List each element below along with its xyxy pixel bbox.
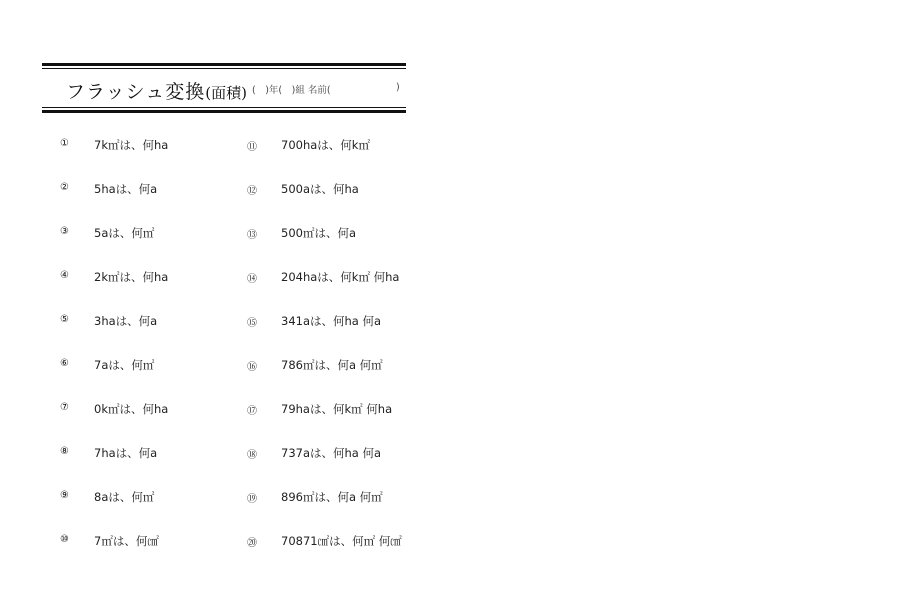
question-number: ⑲: [247, 494, 257, 505]
question-text: 7haは、何a: [94, 446, 158, 460]
title-sub: (面積): [205, 84, 247, 102]
question-number: ⑯: [247, 362, 257, 373]
question-text: 737aは、何ha 何a: [281, 446, 382, 460]
question-text: 7㎡は、何㎠: [94, 534, 159, 548]
question-text: 786㎡は、何a 何㎡: [281, 358, 383, 372]
question-text: 2k㎡は、何ha: [94, 270, 169, 284]
question-text: 500aは、何ha: [281, 182, 359, 196]
header-rule-top: [42, 63, 406, 66]
question-number: ⑬: [247, 230, 257, 241]
question-text: 79haは、何k㎡ 何ha: [281, 402, 393, 416]
question-number: ④: [60, 270, 69, 281]
question-text: 896㎡は、何a 何㎡: [281, 490, 383, 504]
question-text: 5aは、何㎡: [94, 226, 155, 240]
question-text: 7k㎡は、何ha: [94, 138, 169, 152]
question-number: ⑨: [60, 490, 69, 501]
question-text: 341aは、何ha 何a: [281, 314, 382, 328]
question-number: ⑩: [60, 534, 69, 545]
header-rule-bottom: [42, 110, 406, 113]
grade-class-name-label: ( )年( )組 名前(: [252, 85, 331, 96]
question-number: ①: [60, 138, 69, 149]
header-rule-bottom-thin: [42, 107, 406, 108]
question-text: 7aは、何㎡: [94, 358, 155, 372]
question-number: ⑳: [247, 538, 257, 549]
question-text: 3haは、何a: [94, 314, 158, 328]
student-info-fields: [252, 82, 400, 96]
question-number: ⑰: [247, 406, 257, 417]
title-main: フラッシュ変換: [66, 81, 206, 103]
question-number: ⑦: [60, 402, 69, 413]
question-number: ②: [60, 182, 69, 193]
question-number: ⑧: [60, 446, 69, 457]
question-number: ⑱: [247, 450, 257, 461]
question-number: ⑤: [60, 314, 69, 325]
question-text: 700haは、何k㎡: [281, 138, 370, 152]
question-number: ⑪: [247, 142, 257, 153]
question-text: 204haは、何k㎡ 何ha: [281, 270, 400, 284]
name-close-paren: ): [396, 82, 400, 93]
worksheet-title: [66, 77, 247, 104]
question-text: 0k㎡は、何ha: [94, 402, 169, 416]
worksheet-header: [42, 63, 406, 113]
question-number: ⑫: [247, 186, 257, 197]
question-text: 5haは、何a: [94, 182, 158, 196]
question-number: ⑭: [247, 274, 257, 285]
question-text: 500㎡は、何a: [281, 226, 356, 240]
question-text: 8aは、何㎡: [94, 490, 155, 504]
question-number: ③: [60, 226, 69, 237]
header-rule-top-thin: [42, 68, 406, 69]
question-number: ⑥: [60, 358, 69, 369]
question-text: 70871㎠は、何㎡ 何㎠: [281, 534, 402, 548]
question-number: ⑮: [247, 318, 257, 329]
